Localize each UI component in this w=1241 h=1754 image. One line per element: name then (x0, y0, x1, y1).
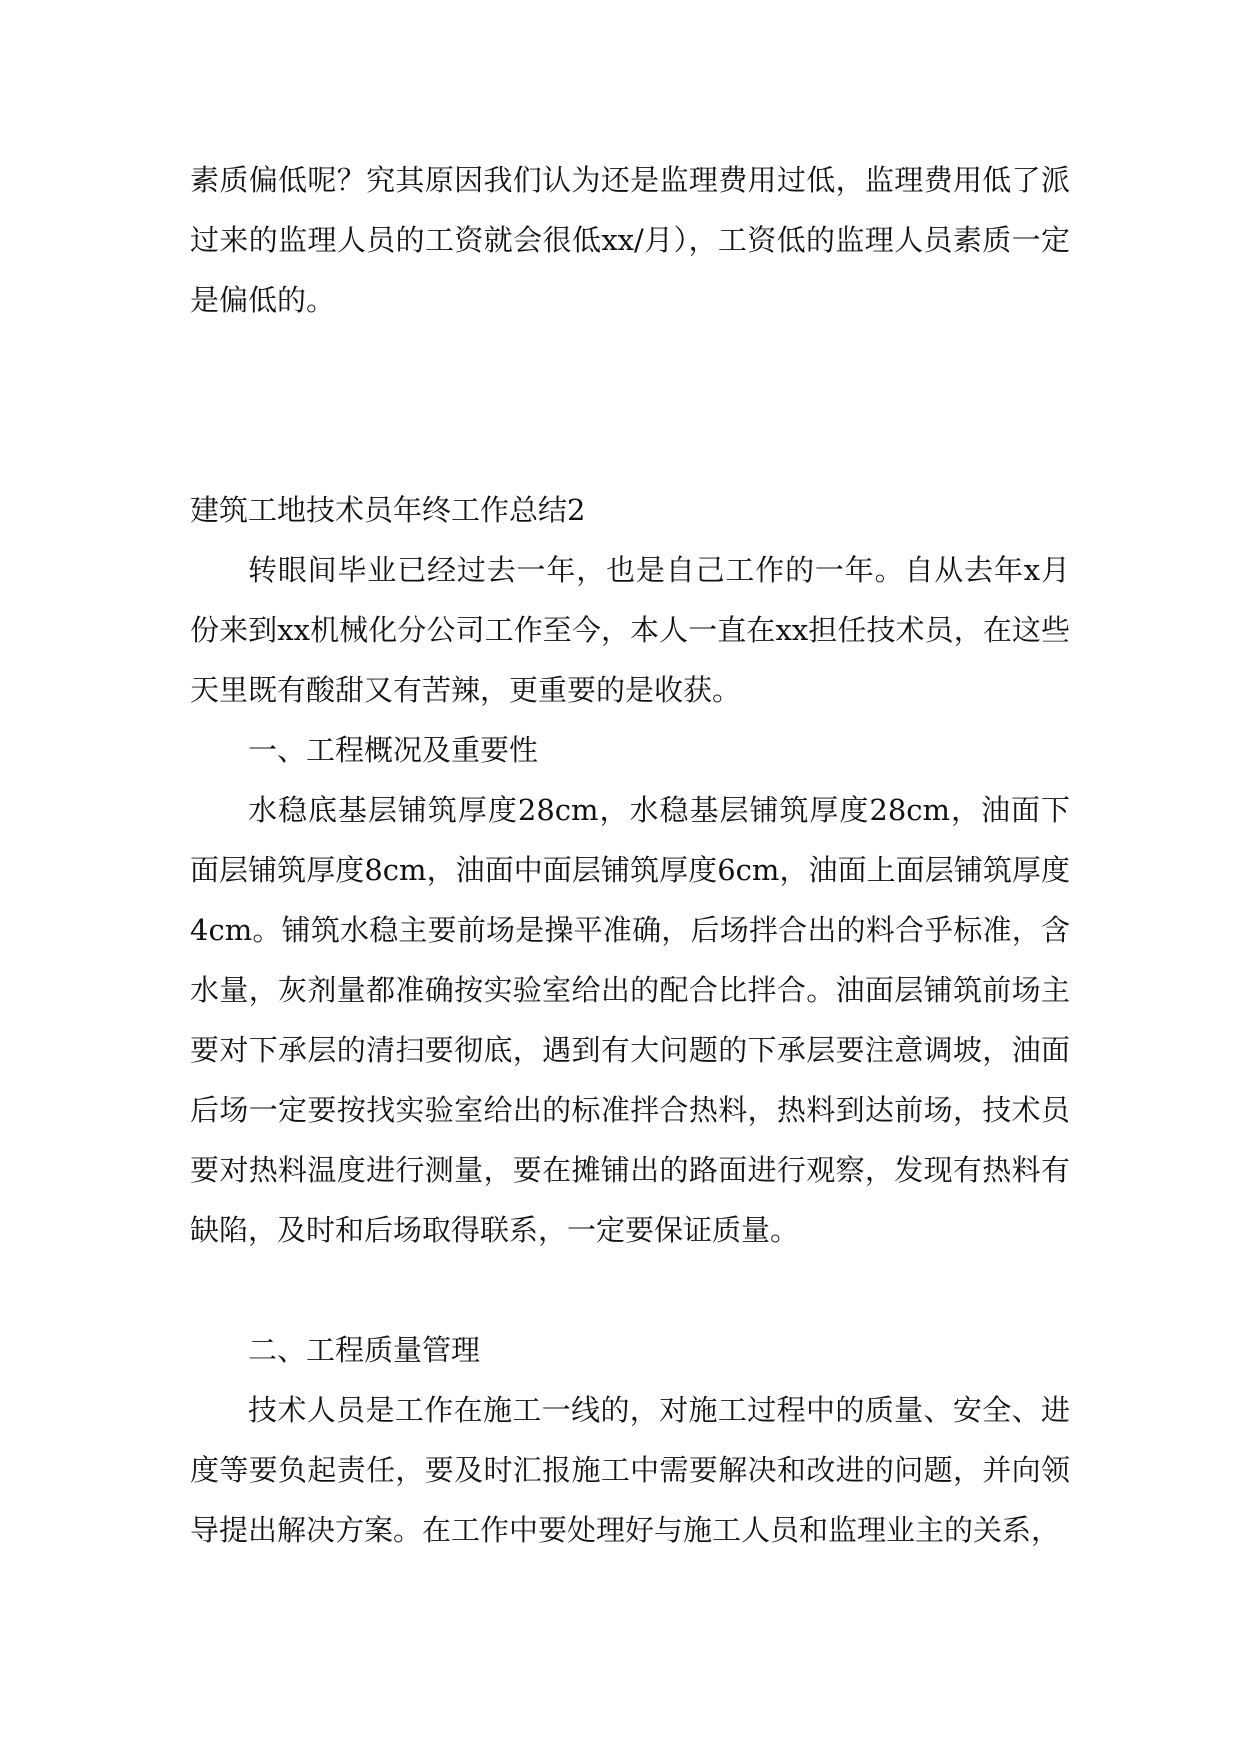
continuation-paragraph: 素质偏低呢？究其原因我们认为还是监理费用过低，监理费用低了派过来的监理人员的工资就会很低xx/月），工资低的监理人员素质一定是偏低的。 (190, 163, 1070, 317)
intro-paragraph: 转眼间毕业已经过去一年，也是自己工作的一年。自从去年x月份来到xx机械化分公司工作至今，本人一直在xx担任技术员，在这些天里既有酸甜又有苦辣，更重要的是收获。 (190, 553, 1070, 707)
section1-heading: 一、工程概况及重要性 (248, 733, 539, 767)
section2-heading: 二、工程质量管理 (248, 1333, 481, 1367)
section2-paragraph: 技术人员是工作在施工一线的，对施工过程中的质量、安全、进度等要负起责任，要及时汇报施工中需要解决和改进的问题，并向领导提出解决方案。在工作中要处理好与施工人员和监理业主的关系， (190, 1393, 1070, 1547)
document-title: 建筑工地技术员年终工作总结2 (190, 493, 586, 527)
section1-paragraph: 水稳底基层铺筑厚度28cm，水稳基层铺筑厚度28cm，油面下面层铺筑厚度8cm，油面中面层铺筑厚度6cm，油面上面层铺筑厚度4cm。铺筑水稳主要前场是操平准确，后场拌合出的料合乎标准，含水量，灰剂量都准确按实验室给出的配合比拌合。油面层铺筑前场主要对下承层的清扫要彻底，遇到有大问题的下承层要注意调坡，油面后场一定要按找实验室给出的标准拌合热料，热料到达前场，技术员要对热料温度进行测量，要在摊铺出的路面进行观察，发现有热料有缺陷，及时和后场取得联系，一定要保证质量。 (190, 793, 1070, 1247)
